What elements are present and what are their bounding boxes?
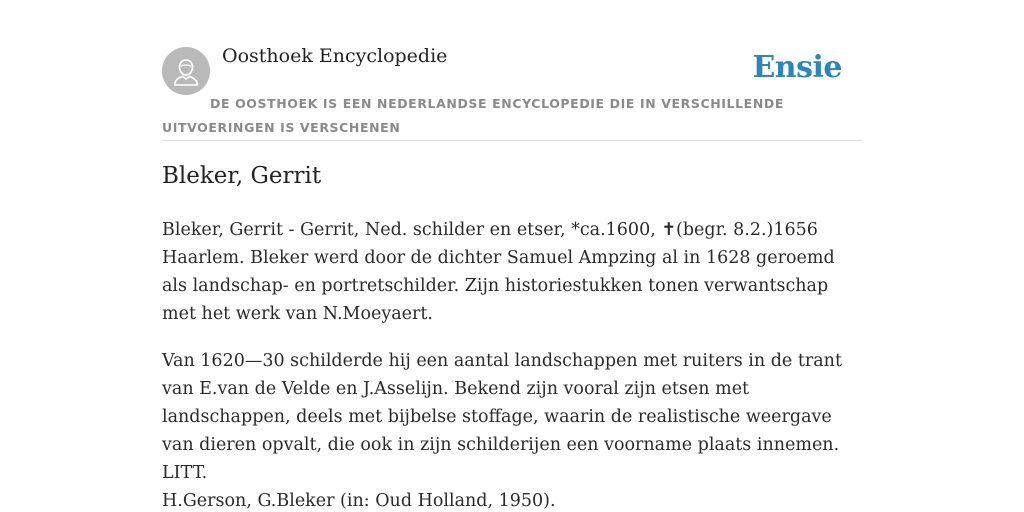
site-header	[162, 0, 862, 141]
site-tagline: DE OOSTHOEK IS EEN NEDERLANDSE ENCYCLOPEDIE DIE IN VERSCHILLENDE UITVOERINGEN IS VERSCHENEN	[162, 96, 784, 135]
user-silhouette-icon[interactable]	[162, 47, 210, 95]
cross-symbol: ✝	[661, 220, 676, 240]
article-paragraph-1	[162, 216, 862, 328]
paragraph-1-text-end: (begr. 8.2.)1656 Haarlem. Bleker werd door de dichter Samuel Ampzing al in 1628 geroemd als landschap- en portretschilder. Zijn historiestukken tonen verwantschap met het werk van N.Moeyaert.	[162, 220, 835, 324]
paragraph-1-text-start: Bleker, Gerrit - Gerrit, Ned. schilder en etser, *ca.1600,	[162, 220, 662, 240]
article-title: Bleker, Gerrit	[162, 163, 322, 189]
article-paragraph-2: Van 1620—30 schilderde hij een aantal landschappen met ruiters in de trant van E.van de Velde en J.Asselijn. Bekend zijn vooral zijn etsen met landschappen, deels met bijbelse stoffage, waarin de realistische weergave van dieren opvalt, die ook in zijn schilderijen een voorname plaats innemen. LITT.	[162, 351, 842, 483]
content-container	[162, 0, 862, 511]
brand-logo[interactable]: Ensie	[752, 50, 842, 85]
site-name[interactable]: Oosthoek Encyclopedie	[222, 45, 448, 67]
article-reference: H.Gerson, G.Bleker (in: Oud Holland, 1950).	[162, 491, 556, 511]
